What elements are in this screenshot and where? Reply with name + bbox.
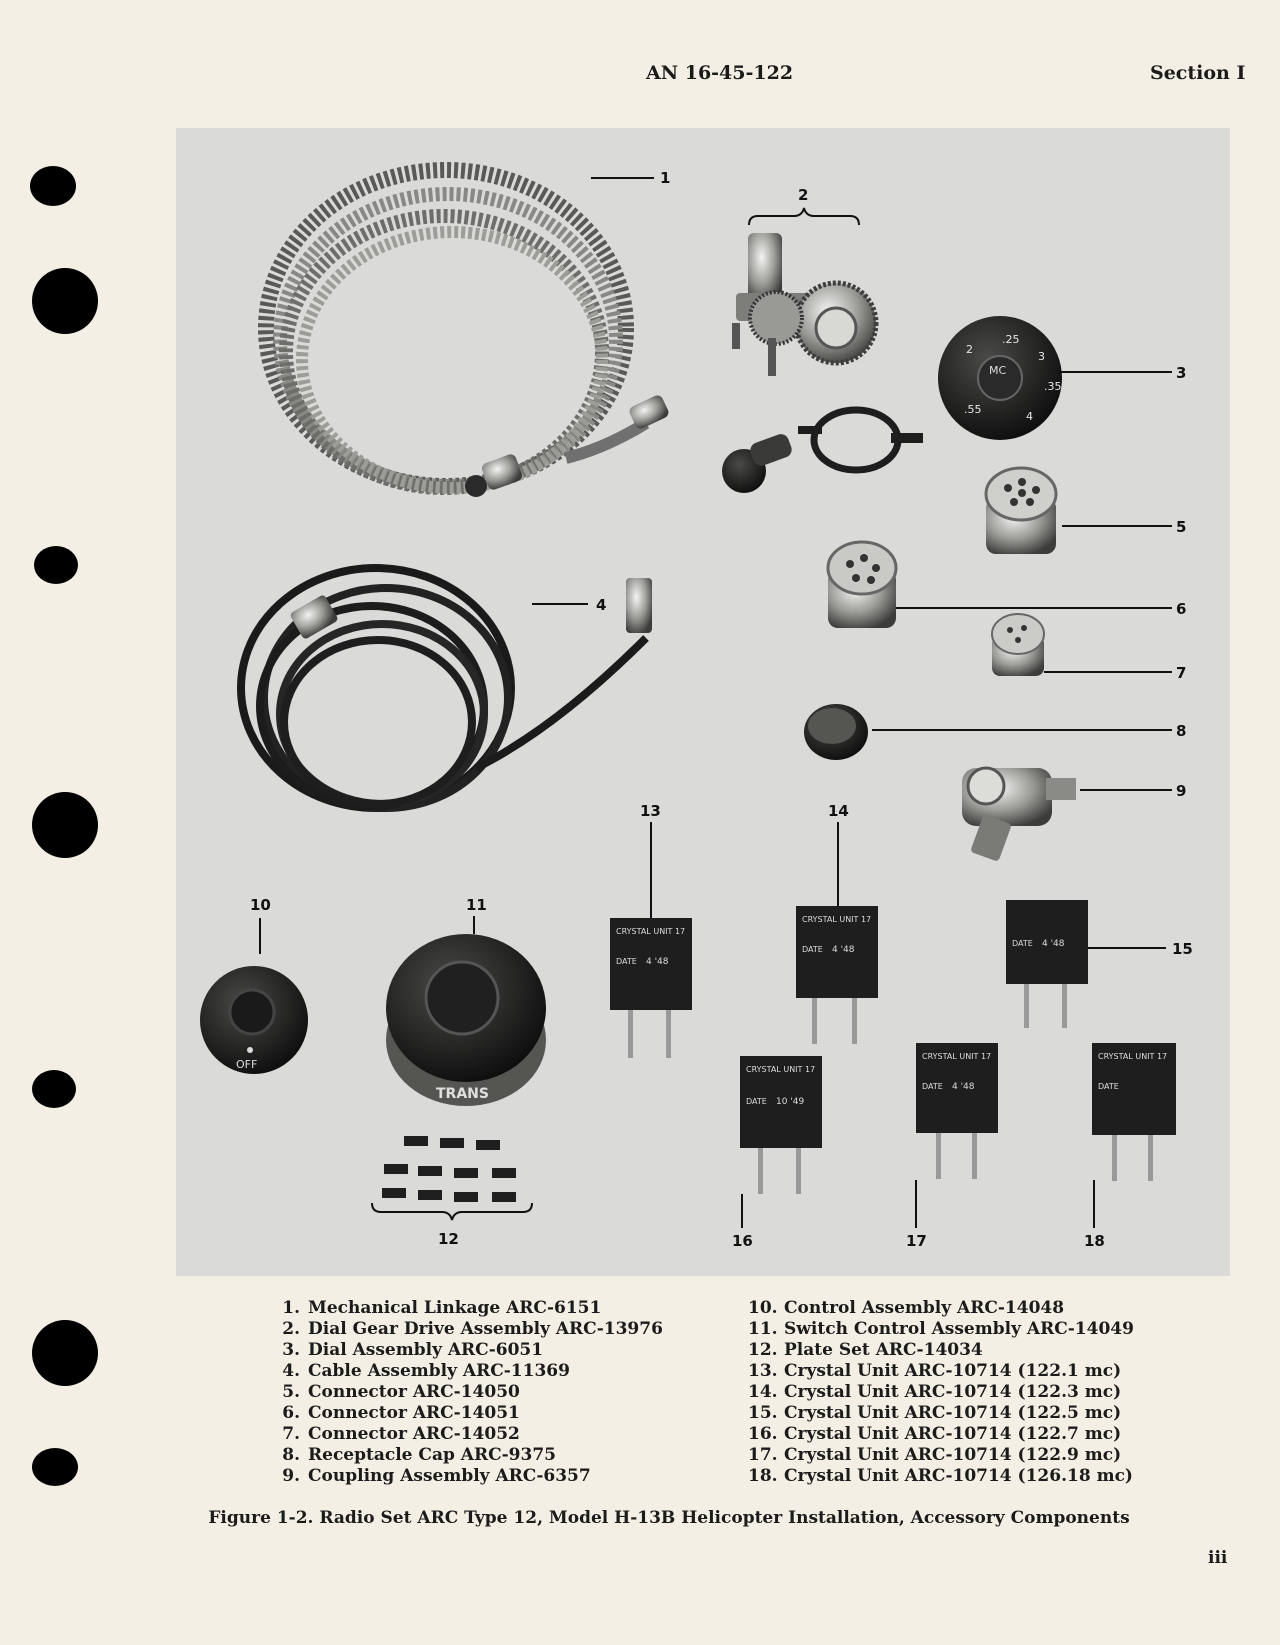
- callout-1: 1: [660, 169, 671, 187]
- svg-text:3: 3: [1038, 350, 1045, 363]
- legend-item-number: 5.: [282, 1382, 300, 1402]
- crystal-unit-14-image: [796, 906, 878, 1044]
- svg-text:CRYSTAL UNIT 17: CRYSTAL UNIT 17: [1098, 1052, 1168, 1061]
- legend-item-text: Crystal Unit ARC-10714 (122.3 mc): [784, 1382, 1122, 1402]
- connector-14051-image: [828, 542, 896, 628]
- callout-13: 13: [640, 802, 661, 820]
- binder-hole-4: [32, 792, 98, 858]
- legend-item: [748, 1445, 1134, 1466]
- binder-hole-6: [32, 1320, 98, 1386]
- legend-item-number: 8.: [282, 1445, 300, 1465]
- svg-text:4 '48: 4 '48: [832, 945, 855, 955]
- legend-item-text: Crystal Unit ARC-10714 (126.18 mc): [784, 1466, 1133, 1486]
- legend-item-text: Mechanical Linkage ARC-6151: [308, 1298, 602, 1318]
- legend-item-text: Crystal Unit ARC-10714 (122.1 mc): [784, 1361, 1122, 1381]
- dial-gear-drive-image: [722, 233, 923, 493]
- legend-item-text: Connector ARC-14052: [308, 1424, 520, 1444]
- legend-item: [748, 1361, 1134, 1382]
- control-assembly-image: [200, 966, 308, 1074]
- legend-item-number: 3.: [282, 1340, 300, 1360]
- legend-item-text: Coupling Assembly ARC-6357: [308, 1466, 591, 1486]
- switch-control-assembly-image: [386, 934, 546, 1106]
- legend-item: [272, 1298, 663, 1319]
- connector-14050-image: [986, 468, 1056, 554]
- legend-item-text: Connector ARC-14050: [308, 1382, 520, 1402]
- control-off-label: OFF: [236, 1058, 258, 1071]
- svg-text:CRYSTAL UNIT 17: CRYSTAL UNIT 17: [922, 1052, 992, 1061]
- svg-text:.55: .55: [964, 403, 982, 416]
- dial-assembly-image: [938, 316, 1062, 440]
- legend-item: [748, 1340, 1134, 1361]
- legend-item: [272, 1340, 663, 1361]
- legend-item: [272, 1445, 663, 1466]
- crystal-unit-13-image: [610, 918, 692, 1058]
- cable-assembly-image: [241, 568, 652, 808]
- legend-item-text: Receptacle Cap ARC-9375: [308, 1445, 556, 1465]
- switch-trans-label: TRANS: [436, 1086, 489, 1102]
- legend-item-text: Cable Assembly ARC-11369: [308, 1361, 570, 1381]
- legend-item-number: 1.: [282, 1298, 300, 1318]
- legend-item-number: 11.: [748, 1319, 778, 1339]
- crystal-unit-15-image: [1006, 900, 1088, 1028]
- svg-text:4 '48: 4 '48: [1042, 939, 1065, 949]
- parts-legend-left: [272, 1298, 663, 1487]
- callout-15: 15: [1172, 940, 1193, 958]
- svg-text:DATE: DATE: [802, 945, 823, 954]
- dial-label: MC: [989, 364, 1007, 377]
- callout-16: 16: [732, 1232, 753, 1250]
- legend-item-text: Crystal Unit ARC-10714 (122.5 mc): [784, 1403, 1122, 1423]
- legend-item: [748, 1382, 1134, 1403]
- legend-item-number: 7.: [282, 1424, 300, 1444]
- legend-item-text: Connector ARC-14051: [308, 1403, 520, 1423]
- legend-item-text: Dial Assembly ARC-6051: [308, 1340, 544, 1360]
- legend-item-number: 4.: [282, 1361, 300, 1381]
- callout-18: 18: [1084, 1232, 1105, 1250]
- svg-text:CRYSTAL UNIT 17: CRYSTAL UNIT 17: [802, 915, 872, 924]
- crystal-unit-17-image: [916, 1043, 998, 1179]
- svg-text:4: 4: [1026, 410, 1033, 423]
- mechanical-linkage-image: [266, 170, 670, 497]
- legend-item: [272, 1319, 663, 1340]
- callout-2: 2: [798, 186, 809, 204]
- callout-5: 5: [1176, 518, 1187, 536]
- legend-item-number: 13.: [748, 1361, 778, 1381]
- legend-item-text: Dial Gear Drive Assembly ARC-13976: [308, 1319, 663, 1339]
- legend-item-number: 16.: [748, 1424, 778, 1444]
- legend-item-text: Plate Set ARC-14034: [784, 1340, 983, 1360]
- plate-set-image: [382, 1136, 516, 1202]
- svg-text:2: 2: [966, 343, 973, 356]
- callout-3: 3: [1176, 364, 1187, 382]
- section-label: Section I: [1150, 62, 1246, 84]
- legend-item: [272, 1382, 663, 1403]
- page-number: iii: [1208, 1548, 1228, 1568]
- legend-item: [748, 1424, 1134, 1445]
- svg-text:.25: .25: [1002, 333, 1020, 346]
- legend-item-number: 12.: [748, 1340, 778, 1360]
- callout-7: 7: [1176, 664, 1187, 682]
- figure-illustration: [176, 128, 1230, 1276]
- legend-item-number: 6.: [282, 1403, 300, 1423]
- callout-11: 11: [466, 896, 487, 914]
- svg-text:4 '48: 4 '48: [952, 1082, 975, 1092]
- coupling-assembly-image: [962, 768, 1076, 862]
- svg-text:DATE: DATE: [616, 957, 637, 966]
- document-number: AN 16-45-122: [646, 62, 794, 84]
- callout-17: 17: [906, 1232, 927, 1250]
- legend-item-number: 2.: [282, 1319, 300, 1339]
- callout-10: 10: [250, 896, 271, 914]
- legend-item: [272, 1424, 663, 1445]
- callout-12: 12: [438, 1230, 459, 1248]
- callout-14: 14: [828, 802, 849, 820]
- svg-text:DATE: DATE: [746, 1097, 767, 1106]
- callout-9: 9: [1176, 782, 1187, 800]
- binder-hole-3: [34, 546, 78, 584]
- callout-8: 8: [1176, 722, 1187, 740]
- svg-text:DATE: DATE: [922, 1082, 943, 1091]
- legend-item-number: 17.: [748, 1445, 778, 1465]
- binder-hole-2: [32, 268, 98, 334]
- svg-text:CRYSTAL UNIT 17: CRYSTAL UNIT 17: [616, 927, 686, 936]
- legend-item: [272, 1403, 663, 1424]
- parts-legend-right: [748, 1298, 1134, 1487]
- binder-hole-1: [30, 166, 76, 206]
- callout-6: 6: [1176, 600, 1187, 618]
- legend-item: [748, 1319, 1134, 1340]
- legend-item-number: 10.: [748, 1298, 778, 1318]
- legend-item-text: Switch Control Assembly ARC-14049: [784, 1319, 1134, 1339]
- legend-item-text: Crystal Unit ARC-10714 (122.9 mc): [784, 1445, 1122, 1465]
- crystal-unit-16-image: [740, 1056, 822, 1194]
- binder-hole-7: [32, 1448, 78, 1486]
- binder-hole-5: [32, 1070, 76, 1108]
- legend-item: [272, 1466, 663, 1487]
- svg-text:DATE: DATE: [1098, 1082, 1119, 1091]
- svg-text:10 '49: 10 '49: [776, 1097, 805, 1107]
- svg-text:4 '48: 4 '48: [646, 957, 669, 967]
- receptacle-cap-image: [804, 704, 868, 760]
- callout-4: 4: [596, 596, 607, 614]
- legend-item: [272, 1361, 663, 1382]
- svg-text:DATE: DATE: [1012, 939, 1033, 948]
- legend-item-number: 15.: [748, 1403, 778, 1423]
- svg-text:CRYSTAL UNIT 17: CRYSTAL UNIT 17: [746, 1065, 816, 1074]
- legend-item: [748, 1298, 1134, 1319]
- legend-item-number: 14.: [748, 1382, 778, 1402]
- legend-item-text: Control Assembly ARC-14048: [784, 1298, 1065, 1318]
- svg-text:.35: .35: [1044, 380, 1062, 393]
- figure-caption: Figure 1-2. Radio Set ARC Type 12, Model H-13B Helicopter Installation, Accessory Components: [208, 1508, 1130, 1528]
- legend-item: [748, 1466, 1134, 1487]
- legend-item-text: Crystal Unit ARC-10714 (122.7 mc): [784, 1424, 1122, 1444]
- connector-14052-image: [992, 614, 1044, 676]
- figure-photo: [176, 128, 1230, 1276]
- legend-item-number: 9.: [282, 1466, 300, 1486]
- crystal-unit-18-image: [1092, 1043, 1176, 1181]
- legend-item-number: 18.: [748, 1466, 778, 1486]
- legend-item: [748, 1403, 1134, 1424]
